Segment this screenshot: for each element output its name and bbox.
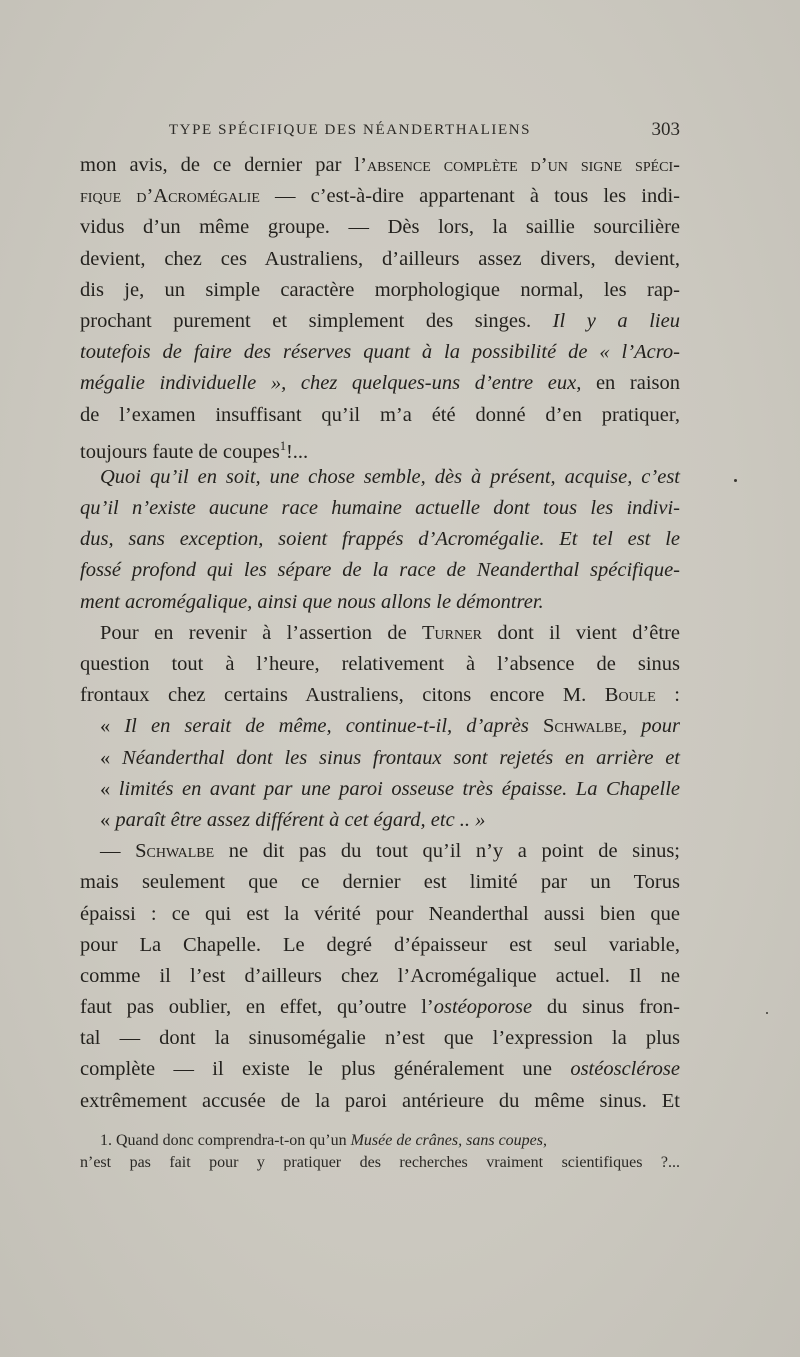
text-run: fossé profond qui les sépare de la race de Neanderthal spécifique- (80, 559, 680, 582)
text-line (80, 774, 680, 805)
text-line (80, 743, 680, 774)
text-run: « (100, 715, 125, 738)
footnote-marker: 1 (279, 438, 286, 453)
text-run: paraît être assez différent à cet égard, etc .. » (115, 808, 486, 831)
running-header (80, 118, 680, 142)
text-line (80, 306, 680, 337)
text-run: Quoi qu’il en soit, une chose semble, dès à présent, acquise, c’est (100, 465, 680, 488)
text-line (80, 212, 680, 243)
text-line (80, 181, 680, 212)
text-line (80, 618, 680, 649)
text-run: dus, sans exception, soient frappés d’Acromégalie. Et tel est le (80, 528, 680, 551)
text-run: dont il vient d’être (482, 621, 681, 644)
text-line (80, 244, 680, 275)
text-line (80, 150, 680, 181)
text-line (80, 368, 680, 399)
text-run: Musée de crânes, sans coupes (350, 1132, 543, 1149)
text-line (80, 1054, 680, 1085)
text-line (80, 555, 680, 586)
text-run: mais seulement que ce dernier est limité par un Torus (80, 871, 680, 894)
text-run: limités en avant par une paroi osseuse très épaisse. La Chapelle (118, 777, 680, 800)
text-run: pour La Chapelle. Le degré d’épaisseur est seul variable, (80, 933, 680, 956)
footnote (80, 1130, 680, 1174)
text-run: ostéosclérose (570, 1058, 680, 1081)
text-run: ne dit pas du tout qu’il n’y a point de sinus; (214, 840, 680, 863)
text-run: , (543, 1132, 547, 1149)
text-line (80, 587, 680, 618)
text-line (80, 711, 680, 742)
text-run: tal — dont la sinusomégalie n’est que l’expression la plus (80, 1027, 680, 1050)
text-line (80, 462, 680, 493)
text-line (80, 493, 680, 524)
text-run: comme il l’est d’ailleurs chez l’Acromégalique actuel. Il ne (80, 964, 680, 987)
text-run: fique d’Acromégalie (80, 185, 260, 208)
text-line (80, 930, 680, 961)
text-line (80, 805, 680, 836)
text-run: Schwalbe (542, 715, 623, 738)
text-run: frontaux chez certains Australiens, citons encore M. (80, 684, 605, 707)
text-run: absence complète d’un signe spéci- (366, 154, 680, 176)
text-line (80, 524, 680, 555)
text-run: faut pas oublier, en effet, qu’outre l’ (80, 996, 434, 1019)
text-run: mon avis, de ce dernier par l’ (80, 154, 367, 176)
text-run: de l’examen insuffisant qu’il m’a été donné d’en pratiquer, (80, 403, 680, 426)
text-run: extrêmement accusée de la paroi antérieure du même sinus. Et (80, 1089, 680, 1112)
text-run: Pour en revenir à l’assertion de (100, 621, 423, 644)
text-run: Néanderthal dont les sinus frontaux sont rejetés en arrière et (122, 746, 680, 769)
text-run: — (100, 840, 136, 863)
text-run: toujours faute de coupes (80, 440, 280, 463)
text-run: en raison (581, 372, 680, 395)
text-line (80, 1086, 680, 1117)
text-line (80, 961, 680, 992)
text-line (80, 867, 680, 898)
text-run: Boule (604, 684, 656, 707)
text-run: prochant purement et simplement des singes. (80, 309, 553, 332)
text-run: , pour (622, 715, 681, 738)
text-line (80, 431, 680, 462)
text-line (80, 1152, 680, 1174)
text-line (80, 1023, 680, 1054)
text-run: : (655, 684, 680, 707)
page-number: 303 (651, 119, 680, 140)
text-line (80, 649, 680, 680)
text-run: vidus d’un même groupe. — Dès lors, la saillie sourcilière (80, 216, 680, 239)
text-run: !... (285, 440, 309, 463)
text-run: ostéoporose (433, 996, 533, 1019)
text-run: épaissi : ce qui est la vérité pour Neanderthal aussi bien que (80, 902, 680, 925)
text-run: Schwalbe (135, 840, 215, 863)
text-run: Turner (422, 621, 483, 644)
text-run: du sinus fron- (532, 996, 680, 1019)
text-run: « (100, 777, 119, 800)
text-run: question tout à l’heure, relativement à l’absence de sinus (80, 653, 680, 675)
text-run: 1. Quand donc comprendra-t-on qu’un (100, 1132, 351, 1149)
text-run: mégalie individuelle », chez quelques-uns d’entre eux, (80, 372, 582, 395)
text-line (80, 992, 680, 1023)
text-line (80, 400, 680, 431)
text-run: dis je, un simple caractère morphologique normal, les rap- (80, 278, 680, 301)
text-run: toutefois de faire des réserves quant à la possibilité de « l’Acro- (80, 341, 680, 364)
text-line (80, 337, 680, 368)
text-run: ment acromégalique, ainsi que nous allons le démontrer. (80, 590, 544, 613)
text-run: Il y a lieu (552, 309, 680, 332)
text-run: — c’est-à-dire appartenant à tous les indi- (259, 185, 680, 208)
running-title: TYPE SPÉCIFIQUE DES NÉANDERTHALIENS (168, 122, 532, 138)
text-run: Il en serait de même, continue-t-il, d’après (124, 715, 543, 738)
text-line (80, 836, 680, 867)
print-speck (766, 1012, 768, 1014)
text-run: « (100, 746, 123, 769)
text-line (80, 1130, 680, 1152)
text-run: devient, chez ces Australiens, d’ailleurs assez divers, devient, (80, 247, 680, 270)
text-line (80, 899, 680, 930)
body-text (80, 150, 680, 1117)
text-run: qu’il n’existe aucune race humaine actuelle dont tous les indivi- (80, 497, 680, 520)
text-run: n’est pas fait pour y pratiquer des recherches vraiment scientifiques ?... (80, 1154, 680, 1171)
text-line (80, 680, 680, 711)
text-run: « (100, 808, 116, 831)
text-line (80, 275, 680, 306)
print-speck (734, 479, 737, 482)
text-run: complète — il existe le plus généralement une (80, 1058, 571, 1081)
